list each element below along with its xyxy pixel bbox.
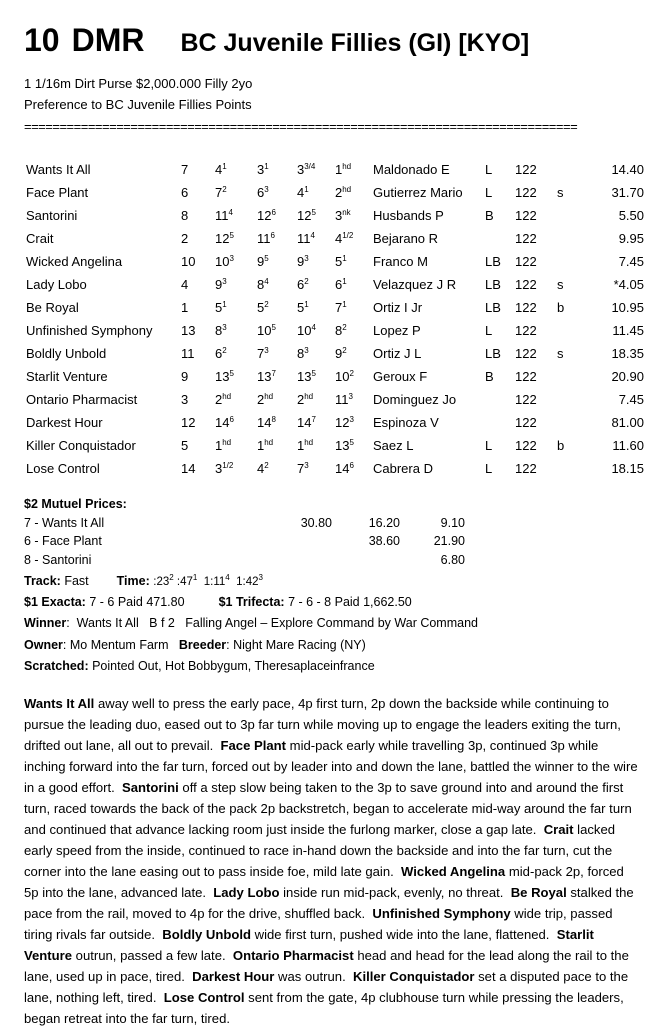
scratched-line	[24, 659, 375, 673]
table-row	[26, 181, 644, 204]
post-position: 14	[181, 461, 196, 476]
table-row	[26, 457, 644, 480]
call-1: $13^5$	[215, 369, 234, 384]
call-1: $4^1$	[215, 162, 227, 177]
call-3: $3^{3/4}$	[297, 162, 316, 177]
exacta-label: $1 Exacta:	[24, 595, 86, 609]
odds: 31.70	[611, 185, 644, 200]
fraction-3: $1:11^4$	[203, 573, 230, 588]
place-price: 38.60	[368, 534, 400, 548]
commentary-text: stalked the pace from the rail, moved to 4p for the drive, shuffled back.	[24, 885, 638, 921]
equipment	[557, 411, 582, 434]
finish: $9^2$	[335, 346, 347, 361]
table-row	[26, 296, 644, 319]
call-3: $12^5$	[297, 208, 316, 223]
odds: 11.60	[612, 438, 644, 453]
weight: 122	[515, 162, 537, 177]
commentary-text: outrun, passed a few late.	[72, 948, 233, 963]
medication: LB	[485, 254, 501, 269]
trifecta-value: 7 - 6 - 8 Paid 1,662.50	[288, 595, 412, 609]
owner-label: Owner	[24, 638, 63, 652]
jockey: Bejarano R	[373, 231, 439, 246]
commentary-text: off a step slow being taken to the 3p to save ground into and around the first turn, raced towards the back of the pack 2p backstretch, began to accelerate mid-way around the far turn and continued that advance lacking room just inside the furlong marker, close a gap late.	[24, 780, 636, 837]
call-3: $11^4$	[297, 231, 315, 246]
weight: 122	[515, 277, 537, 292]
finish: $11^3$	[335, 392, 353, 407]
breeder-value: : Night Mare Racing (NY)	[226, 638, 366, 652]
medication	[485, 227, 515, 250]
finish: $13^5$	[335, 438, 354, 453]
post-position: 11	[181, 346, 195, 361]
commentary-horse: Lose Control	[163, 990, 245, 1005]
horse-name: Unfinished Symphony	[26, 323, 153, 338]
race-conditions: 1 1/16m Dirt Purse $2,000.000 Filly 2yo	[24, 76, 253, 91]
fraction-2: $:47^1$	[176, 573, 198, 588]
track-label: Track:	[24, 574, 61, 588]
call-2: $11^6$	[257, 231, 275, 246]
race-name: BC Juvenile Fillies (GI) [KYO]	[180, 29, 530, 57]
equipment: s	[557, 185, 564, 200]
medication: LB	[485, 300, 501, 315]
equipment	[557, 388, 582, 411]
track-code: DMR	[71, 22, 145, 58]
post-position: 9	[181, 369, 189, 384]
horse-name: Darkest Hour	[26, 415, 103, 430]
horse-name: Starlit Venture	[26, 369, 108, 384]
call-3: $10^4$	[297, 323, 316, 338]
separator-rule: ==============================================================================	[24, 119, 578, 134]
odds: 7.45	[618, 254, 644, 269]
weight: 122	[515, 438, 537, 453]
place-price: 16.20	[368, 515, 400, 530]
odds: 5.50	[618, 208, 644, 223]
weight: 122	[515, 323, 537, 338]
race-preference: Preference to BC Juvenile Fillies Points	[24, 97, 252, 112]
odds: 18.35	[611, 346, 644, 361]
post-position: 13	[181, 323, 196, 338]
jockey: Maldonado E	[373, 162, 450, 177]
post-position: 7	[181, 162, 189, 177]
call-3: $1^{hd}$	[297, 438, 314, 453]
commentary-text: was outrun.	[274, 969, 353, 984]
finish: $6^1$	[335, 277, 347, 292]
call-1: $6^2$	[215, 346, 227, 361]
call-1: $14^6$	[215, 415, 234, 430]
post-position: 10	[181, 254, 196, 269]
mutuel-heading: $2 Mutuel Prices:	[24, 497, 127, 511]
finish: $8^2$	[335, 323, 347, 338]
commentary-text: inside run mid-pack, evenly, no threat.	[279, 885, 511, 900]
jockey: Husbands P	[373, 208, 444, 223]
commentary-text: lacked early speed from the inside, continued to race in-hand down the backside and into the far turn, cut the corner into the lane easing out to pass inside foe, mild late gain.	[24, 822, 619, 879]
equipment	[557, 457, 582, 480]
finish: $14^6$	[335, 461, 354, 476]
post-position: 6	[181, 185, 189, 200]
finish: $7^1$	[335, 300, 347, 315]
results-table	[26, 158, 644, 480]
commentary-text: away well to press the early pace, 4p first turn, 2p down the backside while continuing to pursue the leading duo, eased out to 3p far turn while moving up to engage the leaders exiting the turn, drifted out lane, all out to prevail.	[24, 696, 625, 753]
mutuel-label: 7 - Wants It All	[24, 515, 105, 530]
weight: 122	[515, 254, 537, 269]
commentary-horse: Darkest Hour	[192, 969, 275, 984]
call-3: $8^3$	[297, 346, 309, 361]
equipment	[557, 319, 582, 342]
track-time-line	[24, 574, 263, 588]
call-1: $7^2$	[215, 185, 227, 200]
call-3: $14^7$	[297, 415, 316, 430]
call-2: $13^7$	[257, 369, 276, 384]
table-row	[26, 365, 644, 388]
horse-name: Lady Lobo	[26, 277, 87, 292]
jockey: Ortiz I Jr	[373, 300, 423, 315]
weight: 122	[515, 208, 537, 223]
jockey: Geroux F	[373, 369, 428, 384]
commentary-horse: Crait	[543, 822, 574, 837]
odds: 10.95	[611, 300, 644, 315]
jockey: Ortiz J L	[373, 346, 422, 361]
race-header	[24, 22, 529, 59]
commentary-text: head and head for the lead along the rail to the lane, used up in pace, tired.	[24, 948, 633, 984]
call-2: $12^6$	[257, 208, 276, 223]
jockey: Dominguez Jo	[373, 392, 457, 407]
call-3: $9^3$	[297, 254, 309, 269]
commentary-horse: Starlit Venture	[24, 927, 594, 963]
show-price: 6.80	[440, 552, 465, 567]
exotics-line	[24, 595, 412, 609]
horse-name: Ontario Pharmacist	[26, 392, 138, 407]
call-1: $5^1$	[215, 300, 227, 315]
commentary-text: mid-pack early while travelling 3p, continued 3p while inching forward into the far turn, forced out by leader into and down the lane, battled the winner to the wire in a good effort.	[24, 738, 642, 795]
call-2: $3^1$	[257, 162, 269, 177]
jockey: Saez L	[373, 438, 414, 453]
call-3: $13^5$	[297, 369, 316, 384]
call-2: $7^3$	[257, 346, 269, 361]
post-position: 8	[181, 208, 189, 223]
finish: $1^{hd}$	[335, 162, 352, 177]
odds: 7.45	[618, 392, 644, 407]
race-number: 10	[24, 22, 60, 58]
mutuel-label: 8 - Santorini	[24, 552, 92, 567]
show-price: 21.90	[433, 534, 465, 548]
odds: 81.00	[611, 415, 644, 430]
mutuel-label: 6 - Face Plant	[24, 534, 102, 548]
odds: 9.95	[618, 231, 644, 246]
call-1: $8^3$	[215, 323, 227, 338]
call-2: $14^8$	[257, 415, 276, 430]
commentary-horse: Boldly Unbold	[162, 927, 252, 942]
finish: $5^1$	[335, 254, 347, 269]
exacta-value: 7 - 6 Paid 471.80	[89, 595, 185, 609]
commentary-horse: Wicked Angelina	[401, 864, 506, 879]
call-3: $4^1$	[297, 185, 309, 200]
weight: 122	[515, 415, 537, 430]
weight: 122	[515, 392, 537, 407]
horse-name: Lose Control	[26, 461, 100, 476]
mutuel-row	[24, 534, 465, 553]
call-2: $5^2$	[257, 300, 269, 315]
table-row	[26, 227, 644, 250]
equipment: s	[557, 346, 564, 361]
equipment	[557, 365, 582, 388]
commentary-text: wide trip, passed tiring rivals far outside.	[24, 906, 617, 942]
commentary-horse: Santorini	[122, 780, 179, 795]
odds: 11.45	[612, 323, 644, 338]
breeder-label: Breeder	[178, 638, 227, 652]
odds: *4.05	[613, 277, 644, 292]
call-1: $9^3$	[215, 277, 227, 292]
commentary-horse: Lady Lobo	[213, 885, 280, 900]
medication: B	[485, 369, 494, 384]
medication: L	[485, 162, 493, 177]
commentary-horse: Wants It All	[24, 696, 95, 711]
call-1: $2^{hd}$	[215, 392, 232, 407]
call-2: $8^4$	[257, 277, 269, 292]
weight: 122	[515, 231, 537, 246]
odds: 18.15	[611, 461, 644, 476]
commentary-horse: Ontario Pharmacist	[232, 948, 354, 963]
table-row	[26, 319, 644, 342]
commentary-text: set a disputed pace to the lane, nothing left, tired.	[24, 969, 632, 1005]
call-2: $1^{hd}$	[257, 438, 274, 453]
call-2: $10^5$	[257, 323, 276, 338]
horse-name: Santorini	[26, 208, 78, 223]
commentary-horse: Be Royal	[510, 885, 567, 900]
horse-name: Wicked Angelina	[26, 254, 123, 269]
post-position: 1	[181, 300, 189, 315]
equipment	[557, 158, 582, 181]
call-2: $2^{hd}$	[257, 392, 274, 407]
mutuel-row	[24, 552, 465, 572]
weight: 122	[515, 346, 537, 361]
medication: LB	[485, 277, 501, 292]
medication	[485, 388, 515, 411]
scratched-value: Pointed Out, Hot Bobbygum, Theresaplaceinfrance	[88, 659, 375, 673]
mutuel-prices	[24, 497, 465, 571]
race-commentary	[24, 693, 642, 1029]
post-position: 12	[181, 415, 196, 430]
call-2: $4^2$	[257, 461, 269, 476]
winner-value: : Wants It All B f 2 Falling Angel – Explore Command by War Command	[66, 616, 478, 630]
call-3: $5^1$	[297, 300, 309, 315]
call-1: $1^{hd}$	[215, 438, 232, 453]
finish: $12^3$	[335, 415, 354, 430]
call-1: $10^3$	[215, 254, 234, 269]
time-label: Time:	[116, 574, 150, 588]
owner-line	[24, 638, 366, 652]
medication: L	[485, 461, 493, 476]
commentary-horse: Face Plant	[220, 738, 287, 753]
jockey: Lopez P	[373, 323, 421, 338]
call-1: $3^{1/2}$	[215, 461, 234, 476]
jockey: Cabrera D	[373, 461, 433, 476]
medication: L	[485, 323, 493, 338]
table-row	[26, 388, 644, 411]
finish: $4^{1/2}$	[335, 231, 354, 246]
commentary-text: sent from the gate, 4p clubhouse turn while pressing the leaders, began retreat into the far turn, tired.	[24, 990, 628, 1026]
odds: 20.90	[611, 369, 644, 384]
finish: $10^2$	[335, 369, 354, 384]
weight: 122	[515, 461, 537, 476]
weight: 122	[515, 369, 537, 384]
jockey: Espinoza V	[373, 415, 439, 430]
commentary-text: wide first turn, pushed wide into the lane, flattened.	[251, 927, 557, 942]
post-position: 2	[181, 231, 189, 246]
odds: 14.40	[611, 162, 644, 177]
medication	[485, 411, 515, 434]
jockey: Velazquez J R	[373, 277, 457, 292]
jockey: Franco M	[373, 254, 428, 269]
equipment: b	[557, 300, 565, 315]
horse-name: Be Royal	[26, 300, 79, 315]
call-3: $6^2$	[297, 277, 309, 292]
jockey: Gutierrez Mario	[373, 185, 463, 200]
call-2: $6^3$	[257, 185, 269, 200]
fraction-1: $:23^2$	[153, 573, 174, 588]
horse-name: Crait	[26, 231, 54, 246]
weight: 122	[515, 185, 537, 200]
horse-name: Face Plant	[26, 185, 89, 200]
finish: $3^{nk}$	[335, 208, 351, 223]
medication: LB	[485, 346, 501, 361]
medication: B	[485, 208, 494, 223]
table-row	[26, 204, 644, 227]
call-3: $2^{hd}$	[297, 392, 314, 407]
horse-name: Killer Conquistador	[26, 438, 136, 453]
table-row	[26, 434, 644, 457]
mutuel-row	[24, 515, 465, 535]
table-row	[26, 250, 644, 273]
winner-line	[24, 616, 478, 630]
table-row	[26, 273, 644, 296]
win-price: 30.80	[300, 515, 332, 530]
commentary-horse: Unfinished Symphony	[372, 906, 511, 921]
call-3: $7^3$	[297, 461, 309, 476]
winner-label: Winner	[24, 616, 67, 630]
post-position: 5	[181, 438, 189, 453]
commentary-text: mid-pack 2p, forced 5p into the lane, advanced late.	[24, 864, 628, 900]
call-2: $9^5$	[257, 254, 269, 269]
trifecta-label: $1 Trifecta:	[218, 595, 285, 609]
scratched-label: Scratched:	[24, 659, 89, 673]
equipment	[557, 204, 582, 227]
table-row	[26, 158, 644, 181]
call-1: $11^4$	[215, 208, 233, 223]
post-position: 4	[181, 277, 189, 292]
medication: L	[485, 185, 493, 200]
show-price: 9.10	[440, 515, 465, 530]
commentary-horse: Killer Conquistador	[353, 969, 475, 984]
owner-value: : Mo Mentum Farm	[62, 638, 169, 652]
equipment: s	[557, 277, 564, 292]
finish: $2^{hd}$	[335, 185, 352, 200]
equipment	[557, 250, 582, 273]
call-1: $12^5$	[215, 231, 234, 246]
final-time: $1:42^3$	[236, 573, 263, 588]
equipment	[557, 227, 582, 250]
track-condition: Fast	[64, 574, 89, 588]
horse-name: Wants It All	[26, 162, 91, 177]
horse-name: Boldly Unbold	[26, 346, 107, 361]
medication: L	[485, 438, 493, 453]
table-row	[26, 411, 644, 434]
post-position: 3	[181, 392, 189, 407]
equipment: b	[557, 438, 565, 453]
table-row	[26, 342, 644, 365]
weight: 122	[515, 300, 537, 315]
